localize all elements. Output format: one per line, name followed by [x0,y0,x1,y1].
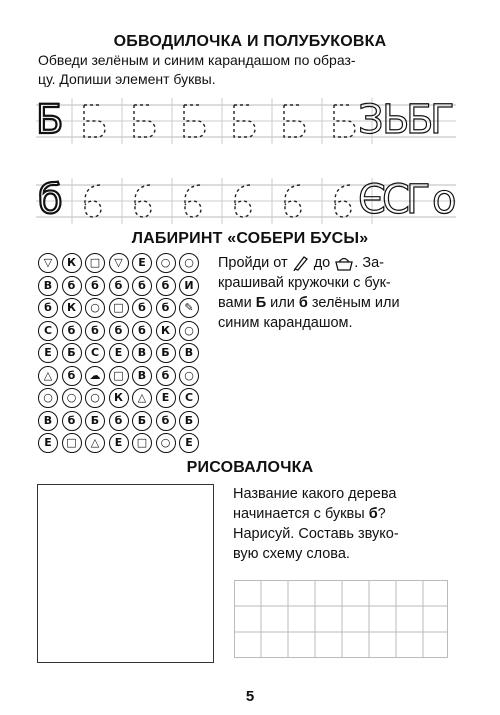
bead-cell[interactable]: В [179,343,199,363]
bead-cell[interactable]: б [109,411,129,431]
bead-cell[interactable]: б [156,276,176,296]
bead-cell[interactable]: □ [132,433,152,453]
bead-cell[interactable]: б [156,411,176,431]
instruction-line: Нарисуй. Составь звуко- [233,526,399,542]
instruction-line: крашивай кружочки с бук- [218,275,391,291]
bead-cell[interactable]: Е [156,388,176,408]
bead-cell[interactable]: б [156,366,176,386]
bead-cell[interactable]: □ [85,253,105,273]
bead-cell[interactable]: В [38,276,58,296]
bead-cell[interactable]: ○ [179,321,199,341]
maze-instruction [218,253,458,333]
letter-part: Ь [382,97,410,143]
section-title-drawing: РИСОВАЛОЧКА [186,459,314,476]
bead-cell[interactable]: ☁ [85,366,105,386]
bead-cell[interactable]: К [62,298,82,318]
bead-cell[interactable]: К [109,388,129,408]
letter-part: З [358,97,384,143]
tracing-instruction [38,51,468,89]
letter-part: С [382,177,410,223]
bead-cell[interactable]: Е [38,433,58,453]
bead-cell[interactable]: б [156,298,176,318]
bead-cell[interactable]: ○ [38,388,58,408]
bead-cell[interactable]: Б [132,411,152,431]
bead-cell[interactable]: ○ [85,298,105,318]
page-number: 5 [245,688,255,705]
letter-part: Б [406,97,434,143]
bead-cell[interactable]: С [38,321,58,341]
sample-letter-small-b: б [38,177,63,223]
letter-parts-lowercase [358,178,458,224]
bead-cell[interactable]: Е [109,433,129,453]
bead-cell[interactable]: ○ [85,388,105,408]
bead-cell[interactable]: В [38,411,58,431]
bead-cell[interactable]: б [62,321,82,341]
bead-cell[interactable]: К [156,321,176,341]
instruction-line [218,293,458,313]
text-fragment: или [270,295,295,311]
bead-cell[interactable]: б [132,321,152,341]
dashed-letters-uppercase[interactable] [76,103,376,141]
tracing-row-lowercase [36,178,456,224]
bead-cell[interactable]: ▽ [109,253,129,273]
letter-parts-uppercase [358,98,458,144]
bead-cell[interactable]: б [62,411,82,431]
bead-cell[interactable]: б [109,276,129,296]
bead-cell[interactable]: Б [179,411,199,431]
bead-cell[interactable]: И [179,276,199,296]
instruction-line [233,504,458,524]
bead-cell[interactable]: б [62,366,82,386]
bead-cell[interactable]: □ [109,366,129,386]
text-fragment: начинается с буквы [233,506,365,522]
bead-cell[interactable]: △ [85,433,105,453]
bead-cell[interactable]: ○ [156,253,176,273]
bead-cell[interactable]: ○ [62,388,82,408]
bead-cell[interactable]: б [38,298,58,318]
bead-cell[interactable]: □ [109,298,129,318]
bead-cell[interactable]: ✎ [179,298,199,318]
instruction-line: Обведи зелёным и синим карандашом по образ- [38,52,356,68]
bead-cell[interactable]: б [132,298,152,318]
letter-part: о [432,177,457,223]
bead-cell[interactable]: △ [38,366,58,386]
drawing-frame[interactable] [37,484,214,663]
bead-cell[interactable]: С [179,388,199,408]
text-fragment: Пройди от [218,255,288,271]
bead-cell[interactable]: △ [132,388,152,408]
letter-part: Є [358,177,386,223]
sound-scheme-grid[interactable] [234,580,448,658]
bead-cell[interactable]: б [109,321,129,341]
bead-cell[interactable]: ○ [156,433,176,453]
sample-letter-big-b: Б [36,97,64,143]
bead-cell[interactable]: ○ [179,253,199,273]
bead-cell[interactable]: Б [62,343,82,363]
letter-part: Г [430,97,455,143]
letter-part: Г [406,177,431,223]
tracing-row-uppercase [36,98,456,144]
dashed-letters-lowercase[interactable] [76,183,376,221]
bead-cell[interactable]: б [62,276,82,296]
section-title-tracing: ОБВОДИЛОЧКА И ПОЛУБУКОВКА [113,33,387,50]
text-fragment: до [313,255,331,271]
text-fragment: Б [255,295,267,311]
bead-cell[interactable]: Е [109,343,129,363]
bead-cell[interactable]: б [85,276,105,296]
bead-cell[interactable]: □ [62,433,82,453]
instruction-line [218,253,458,273]
bead-cell[interactable]: К [62,253,82,273]
basket-icon [334,255,354,271]
bead-cell[interactable]: б [132,276,152,296]
bead-cell[interactable]: б [85,321,105,341]
bead-cell[interactable]: В [132,343,152,363]
text-fragment: б [298,295,308,311]
bead-cell[interactable]: Б [85,411,105,431]
bead-cell[interactable]: С [85,343,105,363]
instruction-line: цу. Допиши элемент буквы. [38,71,216,87]
instruction-line: вую схему слова. [233,546,350,562]
instruction-line: синим карандашом. [218,315,353,331]
text-fragment: . За- [354,255,384,271]
text-fragment: ? [377,506,386,522]
drawing-instruction [233,484,458,564]
bead-cell[interactable]: ○ [179,366,199,386]
bead-cell[interactable]: ▽ [38,253,58,273]
bead-cell[interactable]: Е [38,343,58,363]
pencil-icon [292,255,310,271]
bead-cell[interactable]: Е [132,253,152,273]
bead-cell[interactable]: В [132,366,152,386]
bead-cell[interactable]: Б [156,343,176,363]
text-fragment: вами [218,295,252,311]
text-fragment: зелёным или [311,295,400,311]
instruction-line: Название какого дерева [233,486,397,502]
bead-cell[interactable]: Е [179,433,199,453]
text-fragment: б [368,506,378,522]
section-title-maze: ЛАБИРИНТ «СОБЕРИ БУСЫ» [131,230,369,247]
